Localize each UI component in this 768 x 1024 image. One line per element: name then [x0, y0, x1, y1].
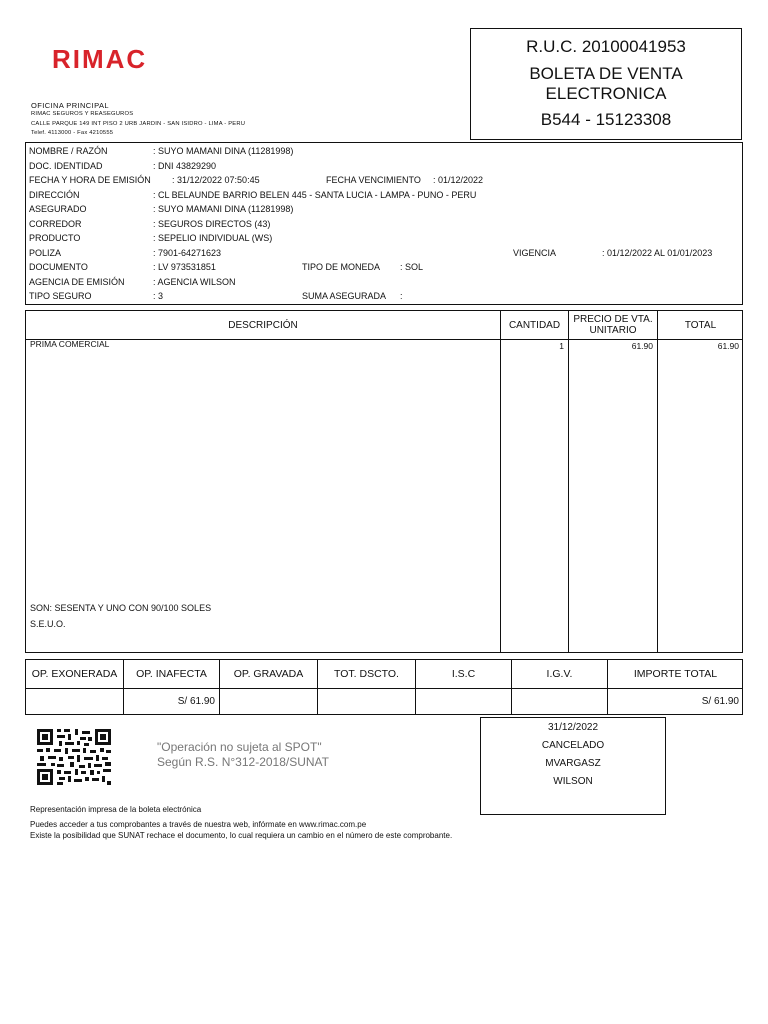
office-company-name: RIMAC SEGUROS Y REASEGUROS	[31, 111, 134, 117]
info-row-direccion	[26, 190, 742, 205]
totals-value-igv	[512, 688, 607, 715]
info-row-corredor	[26, 219, 742, 234]
tipo-seguro-value: : 3	[153, 291, 164, 301]
header-precio-line2: UNITARIO	[589, 325, 637, 336]
footer-sunat-note: Existe la posibilidad que SUNAT rechace el documento, lo cual requiera un cambio en el número de este comprobante.	[30, 831, 453, 840]
info-row-tipo-seguro	[26, 291, 742, 306]
vigencia-label: VIGENCIA	[513, 247, 557, 258]
info-row-producto	[26, 233, 742, 248]
documento-label: DOCUMENTO	[29, 262, 88, 272]
info-row-asegurado	[26, 204, 742, 219]
item-descripcion: PRIMA COMERCIAL	[30, 339, 110, 349]
totals-header-isc: I.S.C	[451, 668, 476, 680]
document-number: B544 - 15123308	[540, 110, 672, 129]
poliza-label: POLIZA	[29, 247, 62, 258]
corredor-value: : SEGUROS DIRECTOS (43)	[153, 218, 271, 229]
agencia-label: AGENCIA DE EMISIÓN	[29, 276, 125, 287]
producto-label: PRODUCTO	[29, 233, 81, 243]
seuo-note: S.E.U.O.	[30, 619, 66, 629]
totals-header-gravada: OP. GRAVADA	[233, 668, 304, 680]
totals-header-igv: I.G.V.	[546, 668, 573, 680]
direccion-label: DIRECCIÓN	[29, 189, 80, 200]
footer-web-note: Puedes acceder a tus comprobantes a través de nuestra web, infórmate en www.rimac.com.pe	[30, 820, 367, 829]
documento-value: : LV 973531851	[153, 262, 216, 272]
header-precio-unitario	[569, 311, 657, 339]
totals-value-gravada	[220, 688, 317, 715]
totals-value-inafecta: S/ 61.90	[177, 696, 215, 707]
company-logo: RIMAC	[52, 44, 148, 74]
header-precio-line1: PRECIO DE VTA.	[573, 314, 653, 325]
payment-status: CANCELADO	[541, 740, 605, 751]
item-cantidad: 1	[559, 341, 564, 351]
items-column-divider	[500, 311, 501, 652]
payment-box	[480, 717, 666, 815]
spot-note-line1: "Operación no sujeta al SPOT"	[157, 740, 322, 754]
document-type-line1: BOLETA DE VENTA	[529, 64, 683, 83]
info-row-fecha	[26, 175, 742, 190]
poliza-value: : 7901-64271623	[153, 247, 222, 258]
asegurado-value: : SUYO MAMANI DINA (11281998)	[153, 204, 294, 214]
header-descripcion: DESCRIPCIÓN	[228, 319, 298, 331]
fecha-value: : 31/12/2022 07:50:45	[172, 175, 260, 185]
items-column-divider	[568, 311, 569, 652]
info-row-doc	[26, 161, 742, 176]
customer-info-box	[25, 142, 743, 305]
totals-value-isc	[416, 688, 511, 715]
items-header-divider	[26, 339, 742, 340]
doc-label: DOC. IDENTIDAD	[29, 160, 103, 171]
tipo-seguro-label: TIPO SEGURO	[29, 291, 92, 301]
producto-value: : SEPELIO INDIVIDUAL (WS)	[153, 233, 273, 243]
vencimiento-value: : 01/12/2022	[433, 175, 484, 185]
qr-code-graphic	[37, 729, 111, 785]
ruc-box	[470, 28, 742, 140]
fecha-label: FECHA Y HORA DE EMISIÓN	[29, 175, 151, 185]
vencimiento-label: FECHA VENCIMIENTO	[326, 175, 421, 185]
totals-header-inafecta: OP. INAFECTA	[136, 668, 207, 680]
amount-in-words: SON: SESENTA Y UNO CON 90/100 SOLES	[30, 603, 212, 613]
items-column-divider	[657, 311, 658, 652]
totals-header-dscto: TOT. DSCTO.	[334, 668, 399, 680]
nombre-label: NOMBRE / RAZÓN	[29, 146, 108, 156]
moneda-value: : SOL	[400, 262, 424, 272]
item-precio: 61.90	[631, 341, 653, 351]
qr-code	[37, 729, 111, 785]
header-cantidad: CANTIDAD	[508, 319, 561, 331]
nombre-value: : SUYO MAMANI DINA (11281998)	[153, 146, 294, 156]
office-phone: Telef. 4113000 - Fax 4210555	[31, 130, 114, 136]
totals-header-exonerada: OP. EXONERADA	[31, 668, 118, 680]
asegurado-label: ASEGURADO	[29, 204, 87, 214]
payment-agency: WILSON	[553, 776, 593, 787]
suma-asegurada-label: SUMA ASEGURADA	[302, 291, 387, 301]
suma-asegurada-value: :	[400, 291, 403, 301]
payment-user: MVARGASZ	[545, 758, 601, 769]
info-row-nombre	[26, 146, 742, 161]
vigencia-value: : 01/12/2022 AL 01/01/2023	[602, 247, 713, 258]
info-row-poliza	[26, 248, 742, 263]
totals-value-exonerada	[26, 688, 123, 715]
direccion-value: : CL BELAUNDE BARRIO BELEN 445 - SANTA LUCIA - LAMPA - PUNO - PERU	[153, 189, 477, 200]
info-row-agencia	[26, 277, 742, 292]
info-row-documento	[26, 262, 742, 277]
payment-date: 31/12/2022	[547, 722, 599, 733]
agencia-value: : AGENCIA WILSON	[153, 276, 236, 287]
document-type-line2: ELECTRONICA	[545, 84, 667, 103]
office-address: CALLE PARQUE 149 INT PISO 2 URB JARDIN - SAN ISIDRO - LIMA - PERU	[31, 121, 246, 127]
footer-representation-note: Representación impresa de la boleta electrónica	[30, 805, 202, 814]
totals-header-importe-total: IMPORTE TOTAL	[633, 668, 718, 680]
corredor-label: CORREDOR	[29, 218, 82, 229]
office-title: OFICINA PRINCIPAL	[31, 101, 109, 110]
totals-value-dscto	[318, 688, 415, 715]
items-table	[25, 310, 743, 653]
item-total: 61.90	[717, 341, 739, 351]
totals-table	[25, 659, 743, 715]
doc-value: : DNI 43829290	[153, 160, 217, 171]
ruc-number: R.U.C. 20100041953	[526, 37, 686, 56]
header-total: TOTAL	[684, 319, 717, 331]
spot-note-line2: Según R.S. N°312-2018/SUNAT	[157, 755, 329, 769]
moneda-label: TIPO DE MONEDA	[302, 262, 381, 272]
totals-value-importe-total: S/ 61.90	[701, 696, 739, 707]
